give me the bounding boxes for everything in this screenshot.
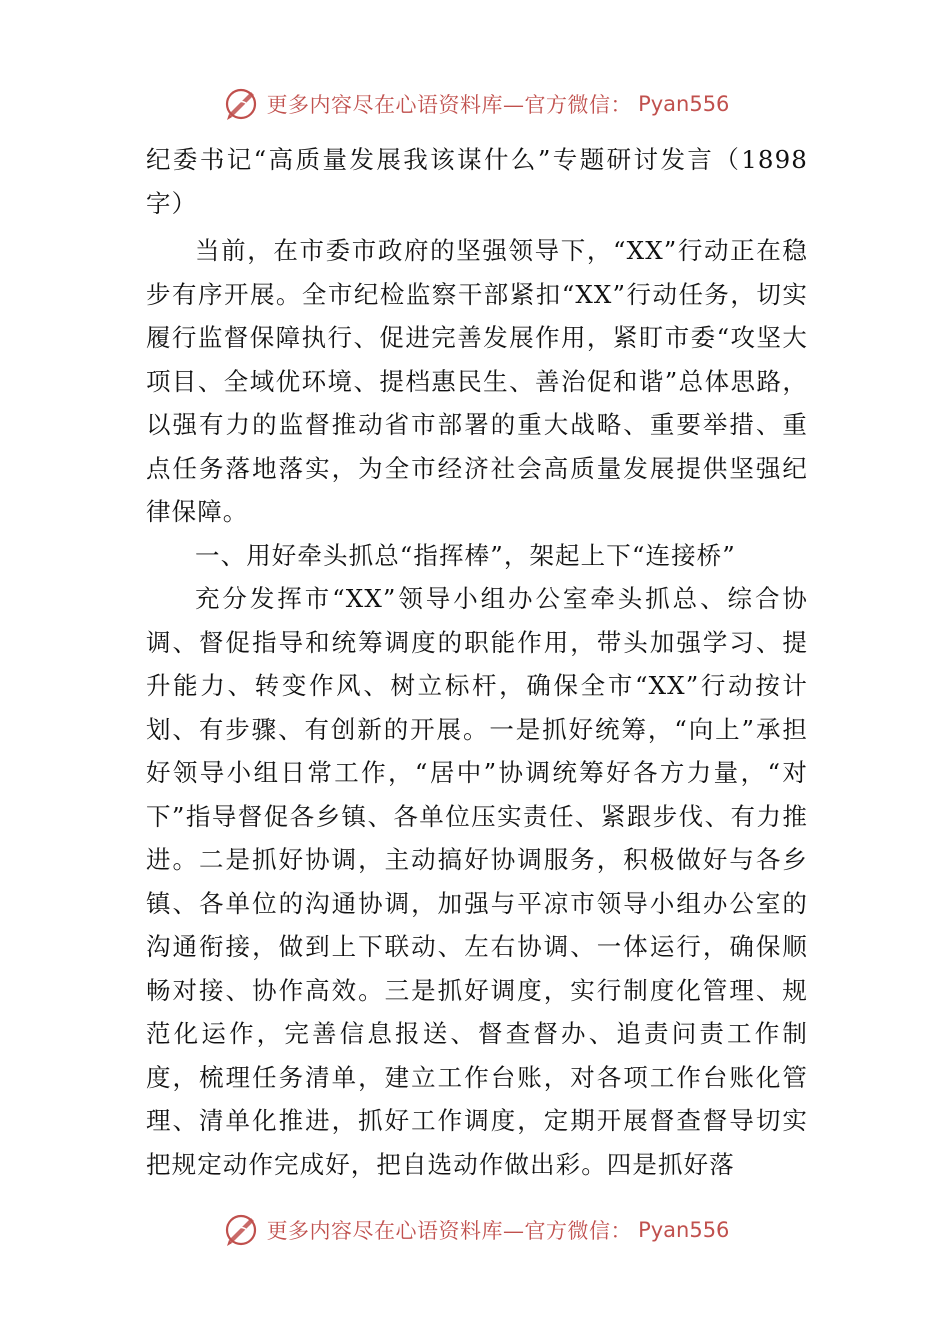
document-body xyxy=(146,138,808,1186)
footer-banner xyxy=(0,1208,950,1252)
banner-wechat-id: Pyan556 xyxy=(638,92,730,116)
banner-text: 更多内容尽在心语资料库—官方微信： xyxy=(266,93,633,117)
banner-wechat-id: Pyan556 xyxy=(638,1218,730,1242)
section-heading-1: 一、用好牵头抓总“指挥棒”，架起上下“连接桥” xyxy=(195,540,736,570)
pen-circle-logo-icon xyxy=(221,1210,261,1250)
section-1-paragraph: 充分发挥市“XX”领导小组办公室牵头抓总、综合协调、督促指导和统筹调度的职能作用，带头加强学习、提升能力、转变作风、树立标杆，确保全市“XX”行动按计划、有步骤、有创新的开展。一是抓好统筹，“向上”承担好领导小组日常工作，“居中”协调统筹好各方力量，“对下”指导督促各乡镇、各单位压实责任、紧跟步伐、有力推进。二是抓好协调，主动搞好协调服务，积极做好与各乡镇、各单位的沟通协调，加强与平凉市领导小组办公室的沟通衔接，做到上下联动、左右协调、一体运行，确保顺畅对接、协作高效。三是抓好调度，实行制度化管理、规范化运作，完善信息报送、督查督办、追责问责工作制度，梳理任务清单，建立工作台账，对各项工作台账化管理、清单化推进，抓好工作调度，定期开展督查督导切实把规定动作完成好，把自选动作做出彩。四是抓好落 xyxy=(146,584,808,1179)
header-banner xyxy=(0,82,950,126)
pen-circle-logo-icon xyxy=(221,84,261,124)
intro-paragraph: 当前，在市委市政府的坚强领导下，“XX”行动正在稳步有序开展。全市纪检监察干部紧扣“XX”行动任务，切实履行监督保障执行、促进完善发展作用，紧盯市委“攻坚大项目、全域优环境、提档惠民生、善治促和谐”总体思路，以强有力的监督推动省市部署的重大战略、重要举措、重点任务落地落实，为全市经济社会高质量发展提供坚强纪律保障。 xyxy=(146,236,808,526)
document-title: 纪委书记“高质量发展我该谋什么”专题研讨发言（1898字） xyxy=(146,145,808,218)
banner-text: 更多内容尽在心语资料库—官方微信： xyxy=(266,1219,633,1243)
